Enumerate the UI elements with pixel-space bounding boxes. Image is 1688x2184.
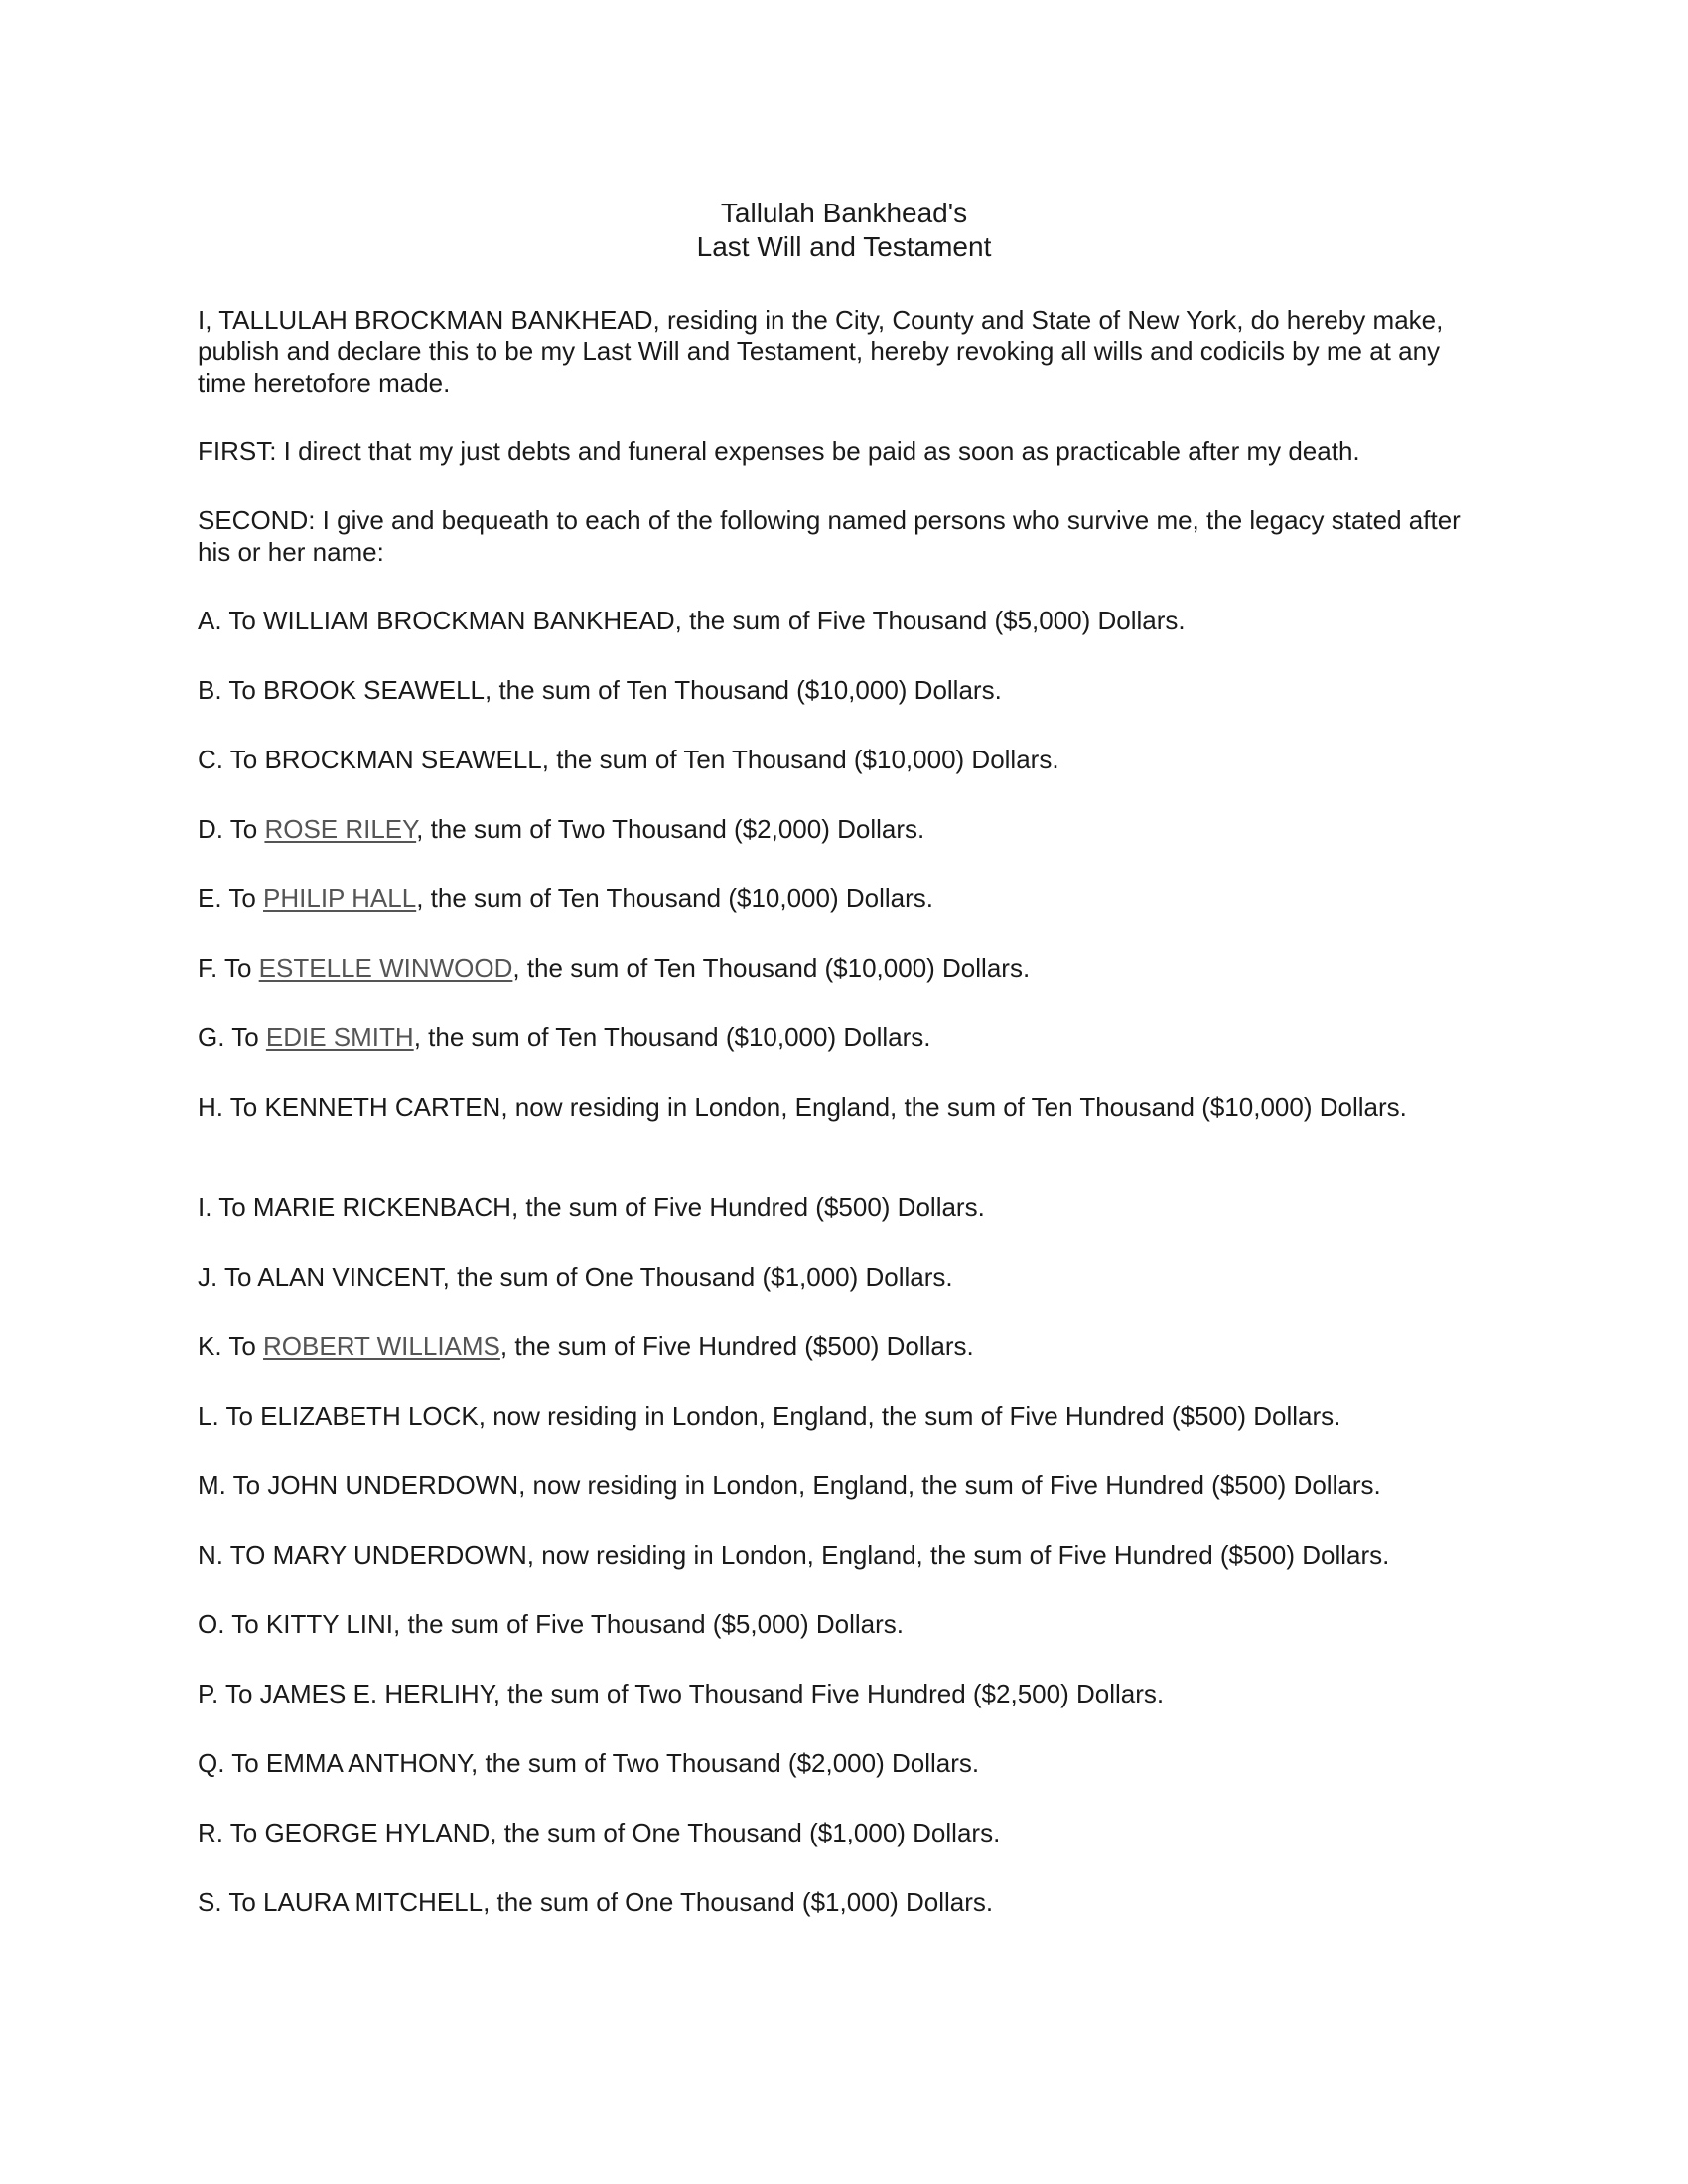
title-line-2: Last Will and Testament xyxy=(696,231,992,262)
bequest-item: G. To EDIE SMITH, the sum of Ten Thousand ($10,000) Dollars. xyxy=(198,1023,931,1052)
beneficiary-name: ALAN VINCENT xyxy=(257,1262,443,1292)
beneficiary-name: KITTY LINI xyxy=(265,1609,393,1639)
beneficiary-name: MARY UNDERDOWN xyxy=(272,1540,527,1570)
beneficiary-name: KENNETH CARTEN xyxy=(264,1092,501,1122)
beneficiary-name: LAURA MITCHELL xyxy=(263,1887,484,1917)
beneficiary-name: ELIZABETH LOCK xyxy=(260,1401,479,1431)
beneficiary-link-philip-hall[interactable]: PHILIP HALL xyxy=(263,884,417,913)
beneficiary-name: WILLIAM BROCKMAN BANKHEAD xyxy=(263,606,675,635)
beneficiary-name: MARIE RICKENBACH xyxy=(252,1192,511,1222)
bequest-item: S. To LAURA MITCHELL, the sum of One Thousand ($1,000) Dollars. xyxy=(198,1887,994,1917)
bequest-item: N. TO MARY UNDERDOWN, now residing in London, England, the sum of Five Hundred ($500) Dollars. xyxy=(198,1540,1390,1570)
bequest-item: H. To KENNETH CARTEN, now residing in London, England, the sum of Ten Thousand ($10,000) Dollars. xyxy=(198,1092,1407,1122)
bequest-item: K. To ROBERT WILLIAMS, the sum of Five Hundred ($500) Dollars. xyxy=(198,1331,974,1361)
bequest-item: R. To GEORGE HYLAND, the sum of One Thousand ($1,000) Dollars. xyxy=(198,1818,1001,1847)
bequest-item: B. To BROOK SEAWELL, the sum of Ten Thousand ($10,000) Dollars. xyxy=(198,675,1002,705)
beneficiary-name: JAMES E. HERLIHY xyxy=(259,1679,493,1708)
beneficiary-name: EMMA ANTHONY xyxy=(265,1748,472,1778)
beneficiary-name: GEORGE HYLAND xyxy=(264,1818,491,1847)
bequest-item: A. To WILLIAM BROCKMAN BANKHEAD, the sum of Five Thousand ($5,000) Dollars. xyxy=(198,606,1186,635)
bequest-item: Q. To EMMA ANTHONY, the sum of Two Thousand ($2,000) Dollars. xyxy=(198,1748,980,1778)
bequest-item: E. To PHILIP HALL, the sum of Ten Thousand ($10,000) Dollars. xyxy=(198,884,933,913)
bequest-item: O. To KITTY LINI, the sum of Five Thousand ($5,000) Dollars. xyxy=(198,1609,904,1639)
beneficiary-link-rose-riley[interactable]: ROSE RILEY xyxy=(264,814,417,844)
second-clause: SECOND: I give and bequeath to each of the following named persons who survive me, the legacy stated after his or her name: xyxy=(198,505,1461,567)
document-title xyxy=(0,197,1688,264)
first-clause: FIRST: I direct that my just debts and funeral expenses be paid as soon as practicable after my death. xyxy=(198,436,1360,466)
beneficiary-name: JOHN UNDERDOWN xyxy=(267,1470,519,1500)
bequest-item: M. To JOHN UNDERDOWN, now residing in London, England, the sum of Five Hundred ($500) Dollars. xyxy=(198,1470,1381,1500)
bequest-item: D. To ROSE RILEY, the sum of Two Thousand ($2,000) Dollars. xyxy=(198,814,925,844)
beneficiary-name: BROCKMAN SEAWELL xyxy=(264,745,542,774)
title-line-1: Tallulah Bankhead's xyxy=(720,198,968,228)
bequest-item: F. To ESTELLE WINWOOD, the sum of Ten Thousand ($10,000) Dollars. xyxy=(198,953,1031,983)
bequest-item: C. To BROCKMAN SEAWELL, the sum of Ten Thousand ($10,000) Dollars. xyxy=(198,745,1059,774)
intro-paragraph: I, TALLULAH BROCKMAN BANKHEAD, residing in the City, County and State of New York, do hereby make, publish and declare this to be my Last Will and Testament, hereby revoking all wills and codicils by me at any time heretofore made. xyxy=(198,305,1444,398)
bequest-item: I. To MARIE RICKENBACH, the sum of Five Hundred ($500) Dollars. xyxy=(198,1192,985,1222)
bequest-item: P. To JAMES E. HERLIHY, the sum of Two Thousand Five Hundred ($2,500) Dollars. xyxy=(198,1679,1165,1708)
beneficiary-link-robert-williams[interactable]: ROBERT WILLIAMS xyxy=(263,1331,500,1361)
bequest-item: L. To ELIZABETH LOCK, now residing in London, England, the sum of Five Hundred ($500) Dollars. xyxy=(198,1401,1341,1431)
beneficiary-link-estelle-winwood[interactable]: ESTELLE WINWOOD xyxy=(258,953,513,983)
beneficiary-name: BROOK SEAWELL xyxy=(263,675,486,705)
beneficiary-link-edie-smith[interactable]: EDIE SMITH xyxy=(265,1023,414,1052)
bequest-item: J. To ALAN VINCENT, the sum of One Thousand ($1,000) Dollars. xyxy=(198,1262,953,1292)
